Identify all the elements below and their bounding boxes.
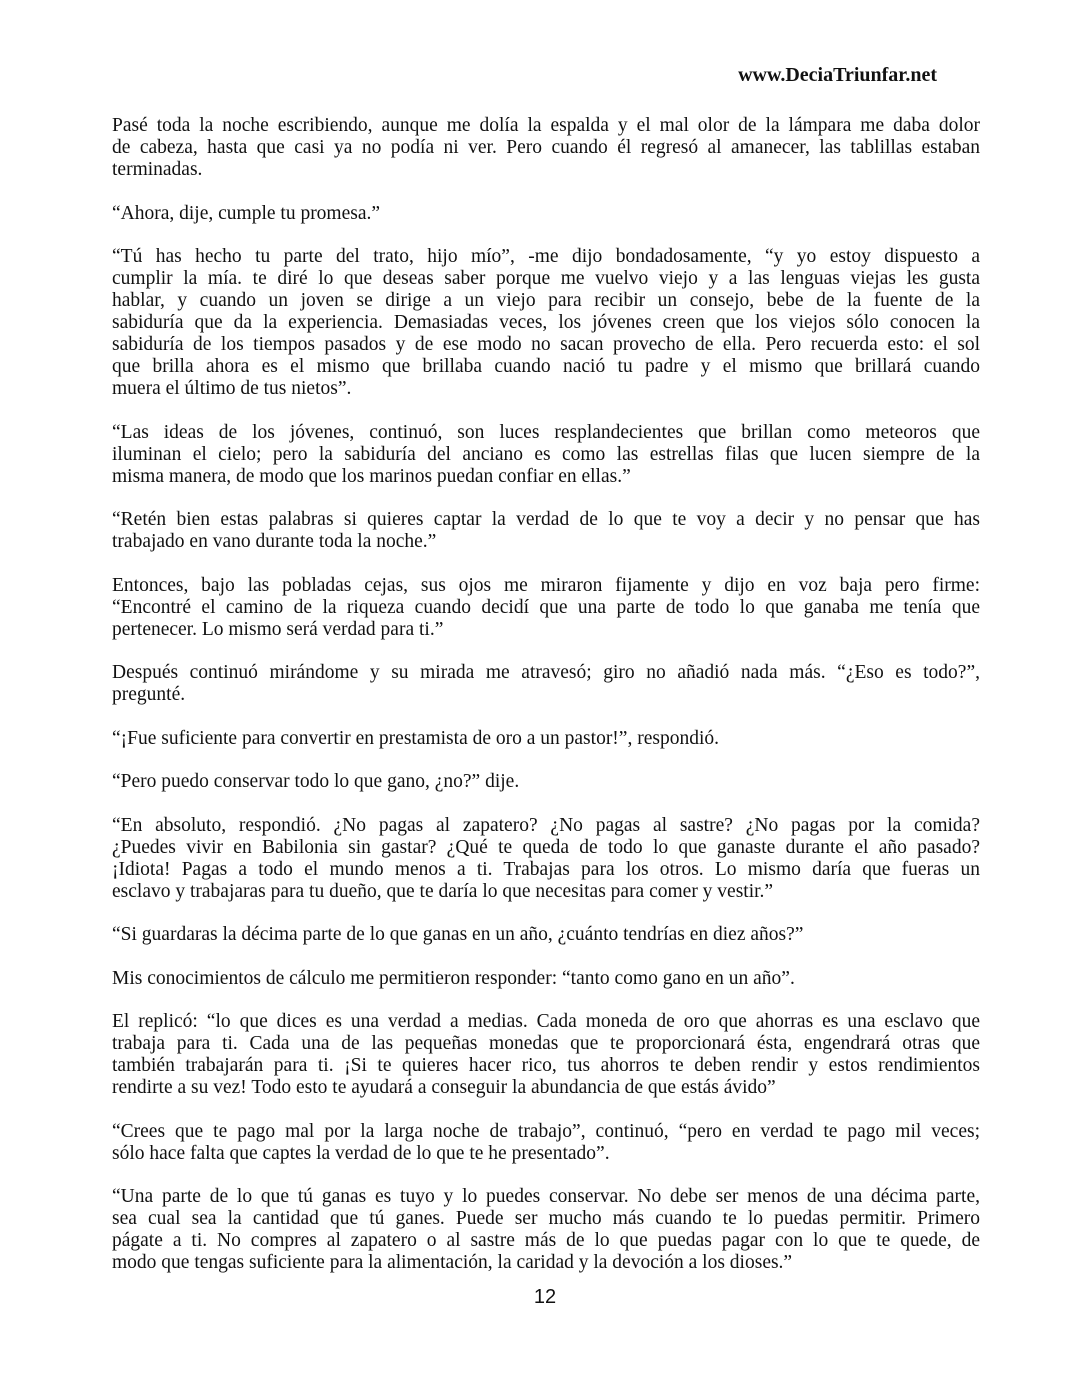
text-line: modo que tengas suficiente para la alimentación, la caridad y la devoción a los dioses.” [112, 1252, 793, 1273]
paragraph [112, 509, 980, 553]
text-line: “Tú has hecho tu parte del trato, hijo mío”, -me dijo bondadosamente, “y yo estoy dispuesto a [112, 246, 980, 267]
paragraph [112, 246, 980, 400]
text-line: Pasé toda la noche escribiendo, aunque me dolía la espalda y el mal olor de la lámpara me daba dolor [112, 115, 980, 136]
text-line: que brilla ahora es el mismo que brillaba cuando nació tu padre y el mismo que brillará cuando [112, 356, 980, 377]
page-number: 12 [533, 1286, 557, 1308]
paragraph [112, 203, 980, 225]
document-body [112, 115, 980, 1296]
text-line: “Pero puedo conservar todo lo que gano, ¿no?” dije. [112, 771, 520, 792]
text-line: Después continuó mirándome y su mirada me atravesó; giro no añadió nada más. “¿Eso es todo?”, [112, 662, 980, 683]
text-line: pertenecer. Lo mismo será verdad para ti.” [112, 618, 444, 640]
paragraph [112, 1186, 980, 1274]
text-line: “Si guardaras la décima parte de lo que ganas en un año, ¿cuánto tendrías en diez años?” [112, 924, 804, 945]
text-line: “¡Fue suficiente para convertir en prestamista de oro a un pastor!”, respondió. [112, 727, 719, 749]
paragraph [112, 115, 980, 181]
text-line: “En absoluto, respondió. ¿No pagas al zapatero? ¿No pagas al sastre? ¿No pagas por la comida? [112, 814, 980, 836]
paragraph [112, 968, 980, 990]
paragraph [112, 815, 980, 903]
text-line: sólo hace falta que captes la verdad de lo que te he presentado”. [112, 1142, 610, 1164]
paragraph [112, 662, 980, 706]
paragraph [112, 728, 980, 750]
paragraph [112, 1121, 980, 1165]
text-line: “Retén bien estas palabras si quieres captar la verdad de lo que te voy a decir y no pensar que has [112, 509, 980, 530]
text-line: sabiduría de los tiempos pasados y de ese modo no sacan provecho de ella. Pero recuerda esto: el sol [112, 334, 980, 355]
text-line: “Encontré el camino de la riqueza cuando decidí que una parte de todo lo que ganaba me tenía que [112, 596, 980, 618]
text-line: rendirte a su vez! Todo esto te ayudará a conseguir la abundancia de que estás ávido” [112, 1077, 776, 1098]
paragraph [112, 771, 980, 793]
text-line: sabiduría que da la experiencia. Demasiadas veces, los jóvenes creen que los viejos sólo conocen la [112, 312, 980, 333]
text-line: Entonces, bajo las pobladas cejas, sus ojos me miraron fijamente y dijo en voz baja pero firme: [112, 574, 980, 596]
text-line: “Crees que te pago mal por la larga noche de trabajo”, continuó, “pero en verdad te pago mil veces; [112, 1120, 980, 1142]
text-line: “Las ideas de los jóvenes, continuó, son luces resplandecientes que brillan como meteoros que [112, 421, 980, 443]
text-line: “Una parte de lo que tú ganas es tuyo y lo puedes conservar. No debe ser menos de una décima parte, [112, 1186, 980, 1207]
paragraph [112, 422, 980, 488]
text-line: de cabeza, hasta que casi ya no podía ni ver. Pero cuando él regresó al amanecer, las tablillas estaban [112, 137, 980, 158]
text-line: “Ahora, dije, cumple tu promesa.” [112, 202, 381, 224]
text-line: terminadas. [112, 159, 203, 180]
text-line: cumplir la mía. te diré lo que deseas saber porque me vuelvo viejo y a las lenguas viejas les gusta [112, 268, 980, 289]
text-line: ¡Idiota! Pagas a todo el mundo menos a ti. Trabajas para los otros. Lo mismo daría que fueras un [112, 858, 980, 880]
text-line: iluminan el cielo; pero la sabiduría del anciano es como las estrellas filas que lucen siempre de la [112, 443, 980, 465]
paragraph [112, 1011, 980, 1099]
text-line: muera el último de tus nietos”. [112, 378, 352, 399]
text-line: sea cual sea la cantidad que tú ganes. Puede ser mucho más cuando te lo puedas permitir. Primero [112, 1208, 980, 1229]
text-line: también trabajarán para ti. ¡Si te quieres hacer rico, tus ahorros te deben rendir y estos rendimientos [112, 1055, 980, 1076]
paragraph [112, 575, 980, 641]
text-line: Mis conocimientos de cálculo me permitieron responder: “tanto como gano en un año”. [112, 967, 795, 989]
text-line: pregunté. [112, 684, 186, 705]
text-line: ¿Puedes vivir en Babilonia sin gastar? ¿Qué te queda de todo lo que ganaste durante el año pasado? [112, 836, 980, 858]
text-line: El replicó: “lo que dices es una verdad a medias. Cada moneda de oro que ahorras es una esclavo que [112, 1011, 980, 1032]
text-line: trabaja para ti. Cada una de las pequeñas monedas que te proporcionará ésta, engendrará otras que [112, 1033, 980, 1054]
text-line: esclavo y trabajaras para tu dueño, que te daría lo que necesitas para comer y vestir.” [112, 880, 774, 902]
text-line: trabajado en vano durante toda la noche.” [112, 531, 437, 552]
paragraph [112, 924, 980, 946]
text-line: misma manera, de modo que los marinos puedan confiar en ellas.” [112, 465, 631, 487]
text-line: hablar, y cuando un joven se dirige a un viejo para recibir un consejo, bebe de la fuente de la [112, 290, 980, 311]
text-line: págate a ti. No compres al zapatero o al sastre más de lo que puedas pagar con lo que te quede, de [112, 1230, 980, 1251]
site-url-header: www.DeciaTriunfar.net [738, 64, 937, 86]
